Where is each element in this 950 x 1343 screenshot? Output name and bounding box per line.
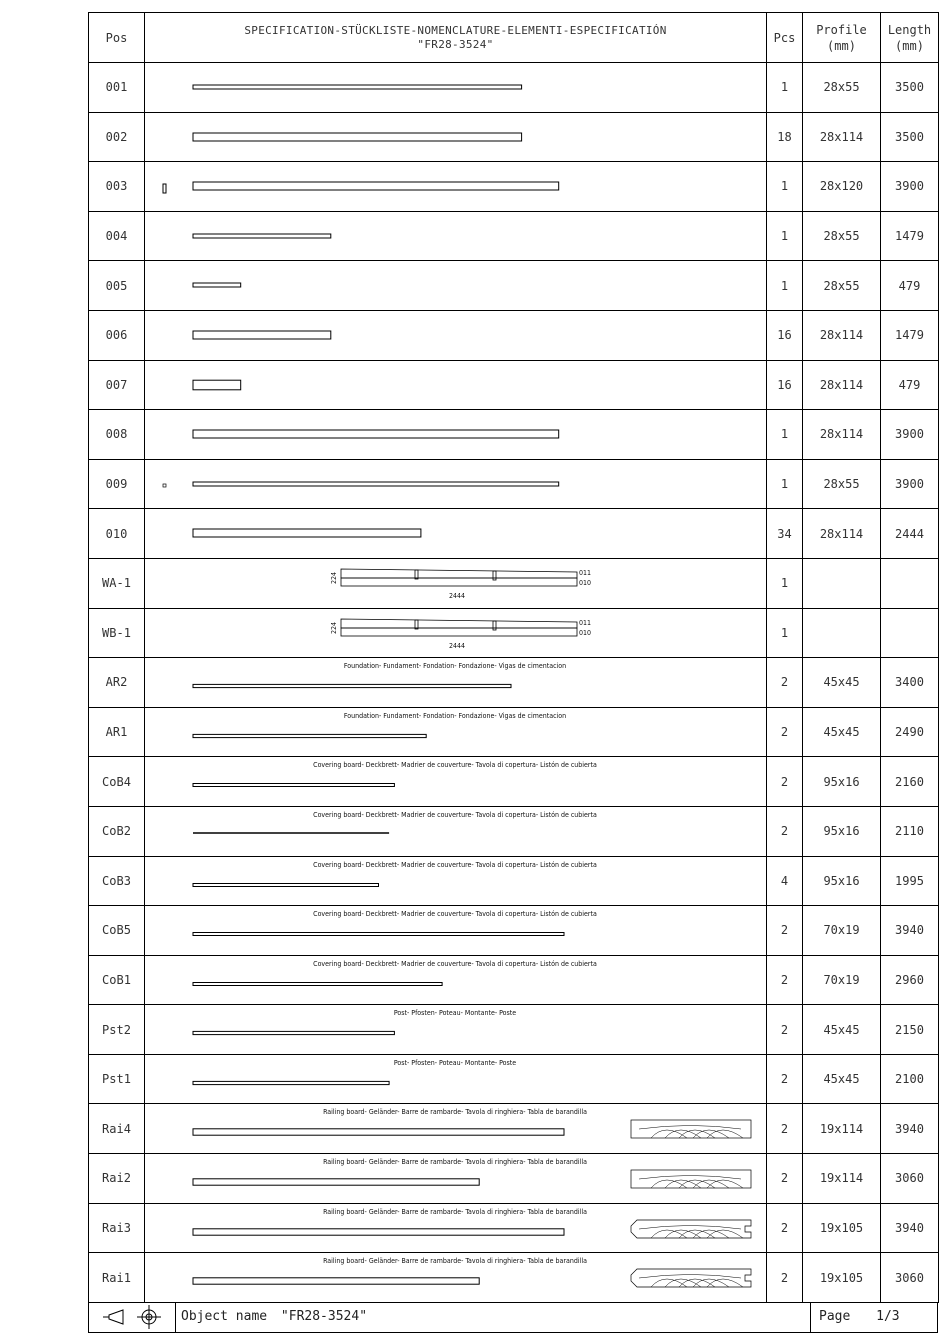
part-bar	[193, 1032, 394, 1035]
part-drawing	[145, 1005, 767, 1053]
drawing-cell	[145, 608, 767, 658]
header-profile-line2: (mm)	[827, 38, 856, 53]
pcs-cell: 2	[767, 1005, 803, 1055]
part-bar	[193, 685, 511, 688]
pos-cell: CoB1	[89, 955, 145, 1005]
part-bar	[193, 182, 559, 190]
table-row	[89, 757, 939, 807]
drawing-cell	[145, 360, 767, 410]
pos-cell: WA-1	[89, 558, 145, 608]
pos-cell: Pst1	[89, 1054, 145, 1104]
length-cell	[881, 608, 939, 658]
profile-cell: 28x120	[803, 162, 881, 212]
part-drawing	[145, 162, 767, 210]
pos-cell: 010	[89, 509, 145, 559]
length-cell: 3940	[881, 1203, 939, 1253]
profile-cell: 45x45	[803, 1054, 881, 1104]
drawing-cell	[145, 806, 767, 856]
profile-cell: 95x16	[803, 806, 881, 856]
page-label: Page	[819, 1309, 851, 1324]
pcs-cell: 2	[767, 906, 803, 956]
part-bar	[193, 784, 394, 787]
table-row	[89, 360, 939, 410]
part-caption: Covering board- Deckbrett- Madrier de couverture- Tavola di copertura- Listón de cubierta	[313, 959, 597, 968]
drawing-cell	[145, 459, 767, 509]
drawing-cell	[145, 558, 767, 608]
part-bar	[193, 85, 522, 89]
length-cell: 2444	[881, 509, 939, 559]
object-name-label: Object name	[181, 1309, 268, 1324]
part-bar	[193, 482, 559, 486]
profile-cell: 45x45	[803, 1005, 881, 1055]
footer-symbols-svg	[89, 1302, 175, 1332]
length-cell: 3500	[881, 112, 939, 162]
wall-assembly-drawing	[341, 569, 577, 586]
wall-label-bottom: 010	[579, 578, 592, 587]
crosshair-icon	[137, 1305, 161, 1329]
part-drawing	[145, 460, 767, 508]
part-drawing	[145, 906, 767, 954]
part-drawing	[145, 708, 767, 756]
profile-cell: 95x16	[803, 856, 881, 906]
part-caption: Covering board- Deckbrett- Madrier de couverture- Tavola di copertura- Listón de cubierta	[313, 810, 597, 819]
length-cell: 3900	[881, 162, 939, 212]
board-section-icon	[631, 1170, 751, 1188]
wall-height-dimension: 224	[330, 571, 338, 584]
drawing-cell	[145, 1054, 767, 1104]
length-cell: 3900	[881, 410, 939, 460]
drawing-cell	[145, 1203, 767, 1253]
table-row	[89, 806, 939, 856]
length-cell: 2490	[881, 707, 939, 757]
pos-cell: CoB5	[89, 906, 145, 956]
pcs-cell: 4	[767, 856, 803, 906]
pcs-cell: 18	[767, 112, 803, 162]
table-row	[89, 1203, 939, 1253]
part-caption: Post- Pfosten- Poteau- Montante- Poste	[393, 1058, 517, 1067]
projection-symbol-icon	[103, 1310, 123, 1324]
length-cell: 2110	[881, 806, 939, 856]
length-cell: 1995	[881, 856, 939, 906]
pcs-cell: 2	[767, 1154, 803, 1204]
table-row	[89, 558, 939, 608]
table-row	[89, 211, 939, 261]
pcs-cell: 2	[767, 1203, 803, 1253]
profile-cell: 28x55	[803, 459, 881, 509]
header-title	[145, 13, 767, 63]
part-drawing	[145, 1253, 767, 1301]
header-title-line1: SPECIFICATION-STÜCKLISTE-NOMENCLATURE-ELEMENTI-ESPECIFICATIÓN	[244, 23, 667, 37]
profile-cell: 28x114	[803, 410, 881, 460]
pcs-cell: 16	[767, 310, 803, 360]
length-cell: 3400	[881, 658, 939, 708]
length-cell: 1479	[881, 211, 939, 261]
profile-cell: 28x55	[803, 63, 881, 113]
drawing-cell	[145, 1005, 767, 1055]
header-length-line1: Length	[887, 22, 932, 37]
length-cell: 479	[881, 360, 939, 410]
profile-cell: 28x114	[803, 310, 881, 360]
tongue-groove-section-icon	[631, 1220, 751, 1238]
drawing-cell	[145, 410, 767, 460]
pcs-cell: 1	[767, 261, 803, 311]
drawing-cell	[145, 310, 767, 360]
profile-cell: 28x114	[803, 509, 881, 559]
part-drawing	[145, 857, 767, 905]
pos-cell: CoB4	[89, 757, 145, 807]
page-value: 1/3	[876, 1309, 900, 1324]
profile-cell: 28x55	[803, 211, 881, 261]
table-row	[89, 410, 939, 460]
part-drawing	[145, 113, 767, 161]
object-name-value: "FR28-3524"	[280, 1309, 368, 1324]
drawing-cell	[145, 955, 767, 1005]
pcs-cell: 1	[767, 459, 803, 509]
tongue-groove-section-icon	[631, 1269, 751, 1287]
part-bar	[193, 1129, 564, 1135]
part-bar	[193, 1278, 479, 1284]
wall-label-bottom: 010	[579, 628, 592, 637]
length-cell: 3900	[881, 459, 939, 509]
table-row	[89, 310, 939, 360]
drawing-cell	[145, 261, 767, 311]
part-caption: Foundation- Fundament- Fondation- Fondazione- Vigas de cimentacion	[343, 662, 567, 671]
profile-cell: 19x114	[803, 1154, 881, 1204]
pcs-cell: 2	[767, 1104, 803, 1154]
pos-cell: 008	[89, 410, 145, 460]
drawing-cell	[145, 509, 767, 559]
part-drawing	[145, 212, 767, 260]
pos-cell: 002	[89, 112, 145, 162]
profile-cell: 45x45	[803, 658, 881, 708]
part-drawing	[145, 757, 767, 805]
pos-cell: CoB2	[89, 806, 145, 856]
footer-symbols	[89, 1302, 176, 1332]
pos-cell: Rai2	[89, 1154, 145, 1204]
length-cell: 3060	[881, 1154, 939, 1204]
part-caption: Foundation- Fundament- Fondation- Fondazione- Vigas de cimentacion	[343, 711, 567, 720]
pos-cell: 005	[89, 261, 145, 311]
header-title-line2: "FR28-3524"	[417, 37, 494, 51]
pcs-cell: 34	[767, 509, 803, 559]
length-cell: 3940	[881, 1104, 939, 1154]
part-bar	[193, 133, 522, 141]
part-caption: Railing board- Geländer- Barre de rambarde- Tavola di ringhiera- Tabla de barandilla	[323, 1158, 587, 1167]
pcs-cell: 16	[767, 360, 803, 410]
footer-bar	[88, 1302, 938, 1333]
part-caption: Post- Pfosten- Poteau- Montante- Poste	[393, 1009, 517, 1018]
header-profile-line1: Profile	[816, 22, 867, 37]
board-section-icon	[631, 1120, 751, 1138]
length-cell: 2100	[881, 1054, 939, 1104]
length-cell	[881, 558, 939, 608]
drawing-cell	[145, 211, 767, 261]
profile-cell: 28x114	[803, 360, 881, 410]
page-cell	[811, 1302, 937, 1332]
profile-cell	[803, 558, 881, 608]
profile-cell: 19x105	[803, 1253, 881, 1303]
wall-label-top: 011	[579, 618, 592, 627]
table-row	[89, 112, 939, 162]
pos-cell: 003	[89, 162, 145, 212]
header-length	[881, 13, 939, 63]
part-bar	[193, 331, 331, 339]
part-caption: Railing board- Geländer- Barre de rambarde- Tavola di ringhiera- Tabla de barandilla	[323, 1257, 587, 1266]
pcs-cell: 2	[767, 658, 803, 708]
part-caption: Covering board- Deckbrett- Madrier de couverture- Tavola di copertura- Listón de cubierta	[313, 860, 597, 869]
pcs-cell: 2	[767, 1253, 803, 1303]
pos-cell: WB-1	[89, 608, 145, 658]
table-row	[89, 1154, 939, 1204]
drawing-cell	[145, 1154, 767, 1204]
pos-cell: CoB3	[89, 856, 145, 906]
pos-cell: 001	[89, 63, 145, 113]
pos-cell: 006	[89, 310, 145, 360]
profile-cell	[803, 608, 881, 658]
header-row	[89, 13, 939, 63]
profile-cell: 70x19	[803, 955, 881, 1005]
part-drawing	[145, 261, 767, 309]
pos-cell: 009	[89, 459, 145, 509]
table-row	[89, 459, 939, 509]
part-bar	[193, 1179, 479, 1185]
pos-cell: Rai1	[89, 1253, 145, 1303]
pcs-cell: 2	[767, 707, 803, 757]
part-caption: Covering board- Deckbrett- Madrier de couverture- Tavola di copertura- Listón de cubierta	[313, 910, 597, 919]
table-row	[89, 856, 939, 906]
pos-cell: 004	[89, 211, 145, 261]
part-caption: Railing board- Geländer- Barre de rambarde- Tavola di ringhiera- Tabla de barandilla	[323, 1207, 587, 1216]
pcs-cell: 1	[767, 558, 803, 608]
part-drawing	[145, 609, 767, 657]
profile-section-icon	[163, 484, 166, 487]
wall-assembly-drawing	[341, 619, 577, 636]
drawing-cell	[145, 63, 767, 113]
part-bar	[193, 529, 421, 537]
part-bar	[193, 734, 426, 737]
profile-cell: 70x19	[803, 906, 881, 956]
profile-cell: 19x114	[803, 1104, 881, 1154]
pcs-cell: 1	[767, 162, 803, 212]
drawing-cell	[145, 1253, 767, 1303]
pcs-cell: 1	[767, 608, 803, 658]
spec-table	[88, 12, 939, 1303]
part-bar	[193, 883, 379, 886]
part-drawing	[145, 509, 767, 557]
profile-cell: 28x55	[803, 261, 881, 311]
drawing-cell	[145, 112, 767, 162]
table-row	[89, 906, 939, 956]
part-bar	[193, 982, 442, 985]
drawing-cell	[145, 757, 767, 807]
pcs-cell: 2	[767, 955, 803, 1005]
drawing-cell	[145, 162, 767, 212]
length-cell: 1479	[881, 310, 939, 360]
length-cell: 3060	[881, 1253, 939, 1303]
part-caption: Covering board- Deckbrett- Madrier de couverture- Tavola di copertura- Listón de cubierta	[313, 761, 597, 770]
table-row	[89, 1253, 939, 1303]
pcs-cell: 2	[767, 806, 803, 856]
pos-cell: Rai3	[89, 1203, 145, 1253]
part-bar	[193, 283, 241, 287]
profile-cell: 45x45	[803, 707, 881, 757]
part-drawing	[145, 807, 767, 855]
profile-section-icon	[163, 184, 166, 193]
object-name-cell	[175, 1302, 811, 1332]
part-drawing	[145, 658, 767, 706]
table-row	[89, 1104, 939, 1154]
table-row	[89, 63, 939, 113]
part-drawing	[145, 1204, 767, 1252]
pcs-cell: 1	[767, 410, 803, 460]
pcs-cell: 2	[767, 757, 803, 807]
drawing-cell	[145, 658, 767, 708]
profile-cell: 28x114	[803, 112, 881, 162]
part-drawing	[145, 410, 767, 458]
part-drawing	[145, 63, 767, 111]
table-row	[89, 509, 939, 559]
table-row	[89, 1005, 939, 1055]
pos-cell: 007	[89, 360, 145, 410]
pcs-cell: 1	[767, 211, 803, 261]
part-drawing	[145, 361, 767, 409]
table-row	[89, 162, 939, 212]
header-length-line2: (mm)	[895, 38, 924, 53]
wall-label-top: 011	[579, 568, 592, 577]
table-row	[89, 1054, 939, 1104]
profile-cell: 95x16	[803, 757, 881, 807]
part-bar	[193, 933, 564, 936]
pcs-cell: 1	[767, 63, 803, 113]
part-bar	[193, 380, 241, 390]
pos-cell: AR2	[89, 658, 145, 708]
part-bar	[193, 234, 331, 238]
part-bar	[193, 1081, 389, 1084]
length-cell: 2960	[881, 955, 939, 1005]
part-drawing	[145, 1154, 767, 1202]
drawing-cell	[145, 1104, 767, 1154]
part-bar	[193, 1228, 564, 1234]
pos-cell: Pst2	[89, 1005, 145, 1055]
table-row	[89, 955, 939, 1005]
length-cell: 2150	[881, 1005, 939, 1055]
pcs-cell: 2	[767, 1054, 803, 1104]
header-profile	[803, 13, 881, 63]
header-pcs: Pcs	[767, 13, 803, 63]
table-row	[89, 608, 939, 658]
part-drawing	[145, 1104, 767, 1152]
header-pos: Pos	[89, 13, 145, 63]
pos-cell: Rai4	[89, 1104, 145, 1154]
length-cell: 479	[881, 261, 939, 311]
wall-width-dimension: 2444	[448, 591, 466, 600]
drawing-cell	[145, 906, 767, 956]
specification-sheet	[88, 12, 939, 1303]
length-cell: 3500	[881, 63, 939, 113]
table-row	[89, 261, 939, 311]
length-cell: 2160	[881, 757, 939, 807]
drawing-cell	[145, 856, 767, 906]
drawing-cell	[145, 707, 767, 757]
part-drawing	[145, 559, 767, 607]
part-bar	[193, 430, 559, 438]
table-row	[89, 707, 939, 757]
part-drawing	[145, 311, 767, 359]
length-cell: 3940	[881, 906, 939, 956]
wall-height-dimension: 224	[330, 621, 338, 634]
profile-cell: 19x105	[803, 1203, 881, 1253]
part-drawing	[145, 956, 767, 1004]
table-row	[89, 658, 939, 708]
pos-cell: AR1	[89, 707, 145, 757]
wall-width-dimension: 2444	[448, 641, 466, 650]
part-caption: Railing board- Geländer- Barre de rambarde- Tavola di ringhiera- Tabla de barandilla	[323, 1108, 587, 1117]
part-drawing	[145, 1055, 767, 1103]
